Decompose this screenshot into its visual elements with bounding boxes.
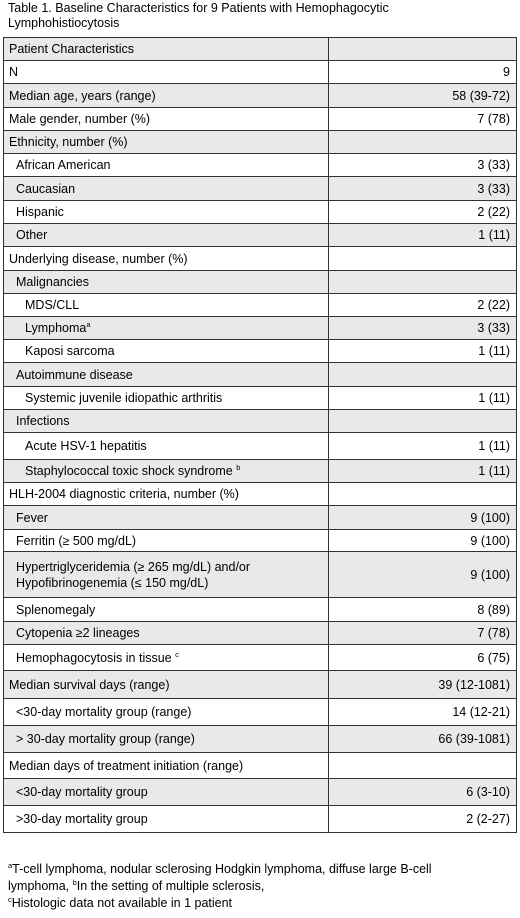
- row-value: 3 (33): [329, 154, 517, 177]
- table-row: [4, 645, 517, 671]
- row-value: 1 (11): [329, 224, 517, 247]
- row-value: 3 (33): [329, 177, 517, 201]
- row-label-cell: [4, 387, 329, 410]
- row-value: 6 (3-10): [329, 779, 517, 806]
- row-label: Cytopenia ≥2 lineages: [16, 626, 140, 640]
- row-label: Lymphoma: [25, 321, 87, 335]
- row-label: Fever: [16, 510, 48, 525]
- footnote-b-text: In the setting of multiple sclerosis,: [76, 879, 265, 893]
- table-row: [4, 433, 517, 460]
- row-label-cell: [4, 671, 329, 699]
- row-label-cell: [4, 317, 329, 340]
- row-value: 9 (100): [329, 530, 517, 552]
- row-value: 58 (39-72): [329, 84, 517, 108]
- footnote-c-marker: c: [8, 895, 12, 904]
- table-row: [4, 61, 517, 84]
- table-row: [4, 247, 517, 271]
- table-row: [4, 622, 517, 645]
- row-value: 7 (78): [329, 622, 517, 645]
- table-row: [4, 460, 517, 483]
- row-label-cell: [4, 131, 329, 154]
- row-label: Staphylococcal toxic shock syndrome: [25, 464, 233, 478]
- footnote-a-marker: a: [8, 861, 13, 870]
- footnote-marker: a: [86, 320, 91, 329]
- baseline-characteristics-table: [3, 37, 517, 833]
- row-label: Other: [16, 228, 48, 242]
- footnote-c-text: Histologic data not available in 1 patient: [11, 896, 233, 910]
- row-value: 1 (11): [329, 387, 517, 410]
- row-label-cell: [4, 363, 329, 387]
- row-label: HLH-2004 diagnostic criteria, number (%): [9, 487, 239, 501]
- row-label: Hemophagocytosis in tissue: [16, 650, 172, 665]
- row-value: 1 (11): [329, 433, 517, 460]
- row-value: [329, 271, 517, 294]
- row-label: Splenomegaly: [16, 602, 96, 617]
- table-row: [4, 552, 517, 598]
- table-row: [4, 598, 517, 622]
- table-row: [4, 271, 517, 294]
- table-caption: Table 1. Baseline Characteristics for 9 Patients with Hemophagocytic Lymphohistiocytosis: [8, 1, 389, 30]
- row-value: [329, 483, 517, 506]
- row-value: 9: [329, 61, 517, 84]
- footnote-c-line: [8, 895, 514, 912]
- table-row: [4, 506, 517, 530]
- table-row: [4, 806, 517, 833]
- row-label-cell: [4, 177, 329, 201]
- row-label: Infections: [16, 414, 70, 428]
- row-value: 9 (100): [329, 552, 517, 598]
- table-row: [4, 154, 517, 177]
- row-value: [329, 410, 517, 433]
- row-label-cell: [4, 433, 329, 460]
- footnote-marker: c: [175, 649, 179, 659]
- row-label: Caucasian: [16, 181, 76, 196]
- row-value: 2 (22): [329, 201, 517, 224]
- table-row: [4, 84, 517, 108]
- table-row: [4, 38, 517, 61]
- row-label: Median survival days (range): [9, 677, 170, 692]
- row-label-cell: [4, 271, 329, 294]
- table-row: [4, 131, 517, 154]
- row-value: 3 (33): [329, 317, 517, 340]
- table-row: [4, 177, 517, 201]
- footnote-marker: b: [236, 463, 241, 472]
- row-label: Malignancies: [16, 275, 89, 289]
- row-label: Median days of treatment initiation (range): [9, 758, 244, 773]
- footnotes: [8, 861, 514, 912]
- row-value: 2 (2-27): [329, 806, 517, 833]
- row-label: MDS/CLL: [25, 298, 80, 312]
- row-value: [329, 247, 517, 271]
- row-label: Ethnicity, number (%): [9, 135, 128, 149]
- row-label-cell: [4, 410, 329, 433]
- row-label-cell: [4, 84, 329, 108]
- row-label-cell: [4, 506, 329, 530]
- row-label-cell: [4, 753, 329, 779]
- row-label: Patient Characteristics: [9, 42, 135, 56]
- row-label: <30-day mortality group: [16, 785, 148, 799]
- row-label-cell: [4, 154, 329, 177]
- table-row: [4, 753, 517, 779]
- row-label-cell: [4, 806, 329, 833]
- table-row: [4, 108, 517, 131]
- footnote-b-line: [8, 878, 514, 895]
- row-label-cell: [4, 645, 329, 671]
- row-label: <30-day mortality group (range): [16, 705, 192, 719]
- row-label: >30-day mortality group: [16, 812, 148, 826]
- table-row: [4, 363, 517, 387]
- row-label: Underlying disease, number (%): [9, 251, 188, 266]
- row-value: 2 (22): [329, 294, 517, 317]
- row-label-cell: [4, 699, 329, 726]
- row-label: Hypertriglyceridemia (≥ 265 mg/dL) and/or: [16, 559, 251, 574]
- row-label: Kaposi sarcoma: [25, 344, 115, 358]
- row-label: N: [9, 65, 19, 79]
- row-value: 9 (100): [329, 506, 517, 530]
- table-row: [4, 224, 517, 247]
- row-label-line2: Hypofibrinogenemia (≤ 150 mg/dL): [16, 575, 209, 590]
- row-label-cell: [4, 726, 329, 753]
- row-value: [329, 753, 517, 779]
- table-row: [4, 483, 517, 506]
- row-label-cell: [4, 247, 329, 271]
- row-value: 39 (12-1081): [329, 671, 517, 699]
- row-label: Systemic juvenile idiopathic arthritis: [25, 391, 223, 405]
- row-label: Autoimmune disease: [16, 367, 133, 382]
- row-value: 1 (11): [329, 340, 517, 363]
- table-row: [4, 530, 517, 552]
- table-row: [4, 671, 517, 699]
- row-label: Male gender, number (%): [9, 112, 151, 126]
- row-label-cell: [4, 224, 329, 247]
- table-row: [4, 387, 517, 410]
- footnote-a-text-cont: lymphoma,: [8, 879, 73, 893]
- row-label: African American: [16, 158, 111, 172]
- row-value: [329, 38, 517, 61]
- row-label: > 30-day mortality group (range): [16, 732, 195, 746]
- row-label-cell: [4, 61, 329, 84]
- row-label: Median age, years (range): [9, 88, 156, 103]
- row-value: 8 (89): [329, 598, 517, 622]
- row-label-cell: [4, 38, 329, 61]
- row-label-cell: [4, 108, 329, 131]
- row-label-cell: [4, 294, 329, 317]
- row-label: Hispanic: [16, 205, 64, 219]
- table-row: [4, 201, 517, 224]
- row-value: [329, 131, 517, 154]
- table-row: [4, 779, 517, 806]
- row-label: Acute HSV-1 hepatitis: [25, 439, 147, 453]
- row-label-cell: [4, 598, 329, 622]
- row-label: Ferritin (≥ 500 mg/dL): [16, 533, 137, 548]
- row-value: 1 (11): [329, 460, 517, 483]
- row-value: 14 (12-21): [329, 699, 517, 726]
- row-label-cell: [4, 340, 329, 363]
- row-label-cell: [4, 201, 329, 224]
- row-value: 7 (78): [329, 108, 517, 131]
- footnote-b-marker: b: [72, 878, 77, 887]
- table-body: [4, 38, 517, 833]
- row-label-cell: [4, 622, 329, 645]
- row-value: [329, 363, 517, 387]
- row-label-cell: [4, 530, 329, 552]
- row-label-cell: [4, 552, 329, 598]
- footnote-a-text: T-cell lymphoma, nodular sclerosing Hodgkin lymphoma, diffuse large B-cell: [12, 862, 432, 876]
- row-value: 66 (39-1081): [329, 726, 517, 753]
- table-row: [4, 294, 517, 317]
- row-label-cell: [4, 483, 329, 506]
- row-value: 6 (75): [329, 645, 517, 671]
- table-row: [4, 317, 517, 340]
- table-row: [4, 699, 517, 726]
- table-row: [4, 340, 517, 363]
- table-row: [4, 726, 517, 753]
- row-label-cell: [4, 460, 329, 483]
- table-row: [4, 410, 517, 433]
- footnote-a-line: [8, 861, 514, 878]
- row-label-cell: [4, 779, 329, 806]
